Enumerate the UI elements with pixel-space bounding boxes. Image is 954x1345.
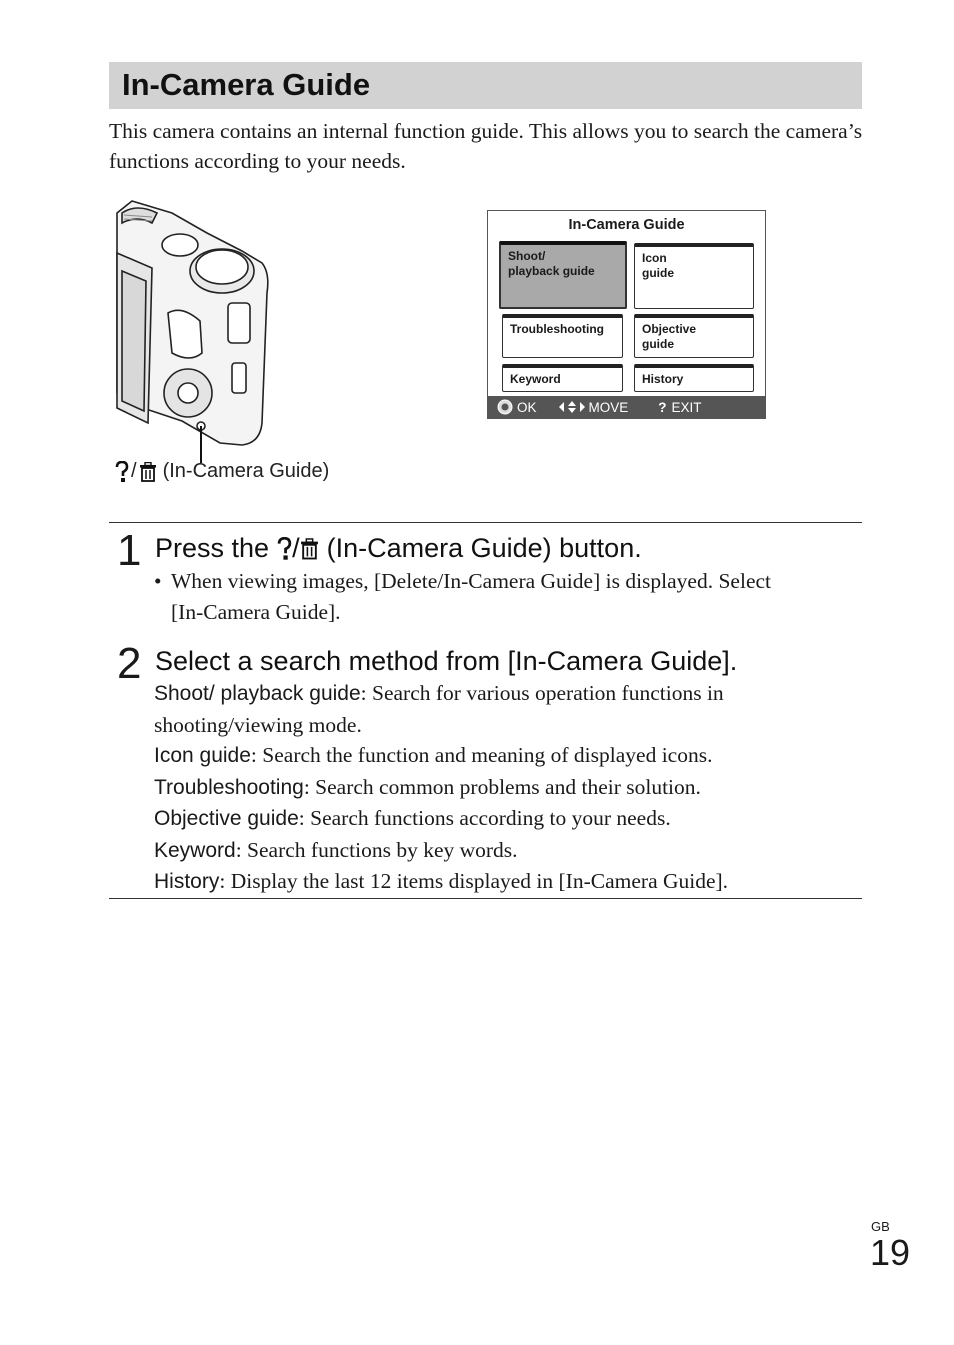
method-desc: : Search functions by key words.: [235, 837, 518, 862]
step-1-bullet: •: [154, 569, 162, 593]
page-title: In-Camera Guide: [122, 67, 371, 102]
caption-separator: /: [131, 460, 137, 482]
heading-separator: /: [292, 533, 300, 563]
footer-move: [559, 400, 629, 415]
method-item: [154, 772, 854, 804]
screen-button-keyword[interactable]: [502, 364, 623, 392]
method-term: Icon guide: [154, 744, 251, 767]
method-term: Keyword: [154, 838, 236, 862]
method-desc: : Search functions according to your needs.: [298, 806, 671, 830]
button-label: Shoot/: [508, 249, 546, 263]
method-item: [154, 678, 854, 740]
screen-button-objective-guide[interactable]: [634, 314, 754, 358]
footer-exit-glyph: ?: [658, 399, 667, 415]
step-1-heading: [155, 533, 642, 564]
footer-ok-label: OK: [517, 399, 537, 415]
intro-paragraph: This camera contains an internal function guide. This allows you to search the camera’s functions according to your needs.: [109, 119, 863, 173]
button-label: Icon: [642, 251, 667, 265]
arrows-icon: [559, 401, 585, 413]
method-desc: : Search the function and meaning of displayed icons.: [250, 743, 713, 767]
button-label: History: [642, 372, 684, 386]
method-term: Shoot/ playback guide: [154, 682, 361, 705]
method-term: History: [154, 870, 220, 893]
heading-text: Press the: [155, 533, 270, 563]
section-title-bar: [109, 62, 862, 109]
camera-illustration: [112, 193, 277, 463]
method-desc: : Search for various operation functions in shooting/viewing mode.: [154, 681, 724, 737]
heading-text: (In-Camera Guide) button.: [326, 533, 642, 563]
button-label: guide: [642, 266, 674, 280]
method-term: Troubleshooting: [154, 775, 304, 799]
method-term: Objective guide: [154, 807, 299, 830]
method-desc: : Search common problems and their solution.: [303, 774, 701, 799]
screen-button-icon-guide[interactable]: [634, 243, 754, 309]
button-label: playback guide: [508, 264, 595, 278]
step-number: 1: [117, 526, 142, 575]
note-line: When viewing images, [Delete/In-Camera Guide] is displayed. Select: [171, 569, 772, 593]
camera-caption: [115, 460, 329, 483]
trash-icon: [139, 462, 157, 482]
region-label: GB: [871, 1219, 890, 1234]
search-method-list: [154, 678, 854, 898]
note-line: [In-Camera Guide].: [171, 600, 341, 624]
method-item: [154, 740, 854, 772]
in-camera-guide-screen: [487, 210, 766, 419]
divider-top: [109, 522, 862, 523]
caption-label: (In-Camera Guide): [162, 460, 330, 482]
screen-button-shoot-playback-guide[interactable]: [499, 241, 627, 309]
footer-move-label: MOVE: [588, 399, 629, 415]
divider-bottom: [109, 898, 862, 899]
step-number: 2: [117, 639, 142, 688]
button-label: guide: [642, 337, 674, 351]
footer-exit: [658, 400, 701, 415]
question-icon: [115, 461, 129, 483]
method-desc: : Display the last 12 items displayed in [In-Camera Guide].: [219, 869, 729, 893]
button-label: Objective: [642, 322, 697, 336]
method-item: [154, 866, 854, 898]
screen-button-history[interactable]: [634, 364, 754, 392]
button-label: Troubleshooting: [510, 322, 604, 336]
step-2-heading: Select a search method from [In-Camera Guide].: [155, 646, 738, 676]
screen-button-troubleshooting[interactable]: [502, 314, 623, 358]
page-number: 19: [870, 1232, 911, 1273]
screen-footer: [488, 396, 765, 418]
dial-icon: [497, 399, 513, 415]
footer-exit-label: EXIT: [671, 399, 702, 415]
step-1-note: [171, 566, 861, 628]
trash-icon: [300, 538, 319, 560]
button-label: Keyword: [510, 372, 561, 386]
screen-title: In-Camera Guide: [568, 217, 685, 233]
method-item: [154, 803, 854, 835]
question-icon: [277, 537, 292, 561]
method-item: [154, 835, 854, 867]
footer-ok: [497, 399, 537, 415]
